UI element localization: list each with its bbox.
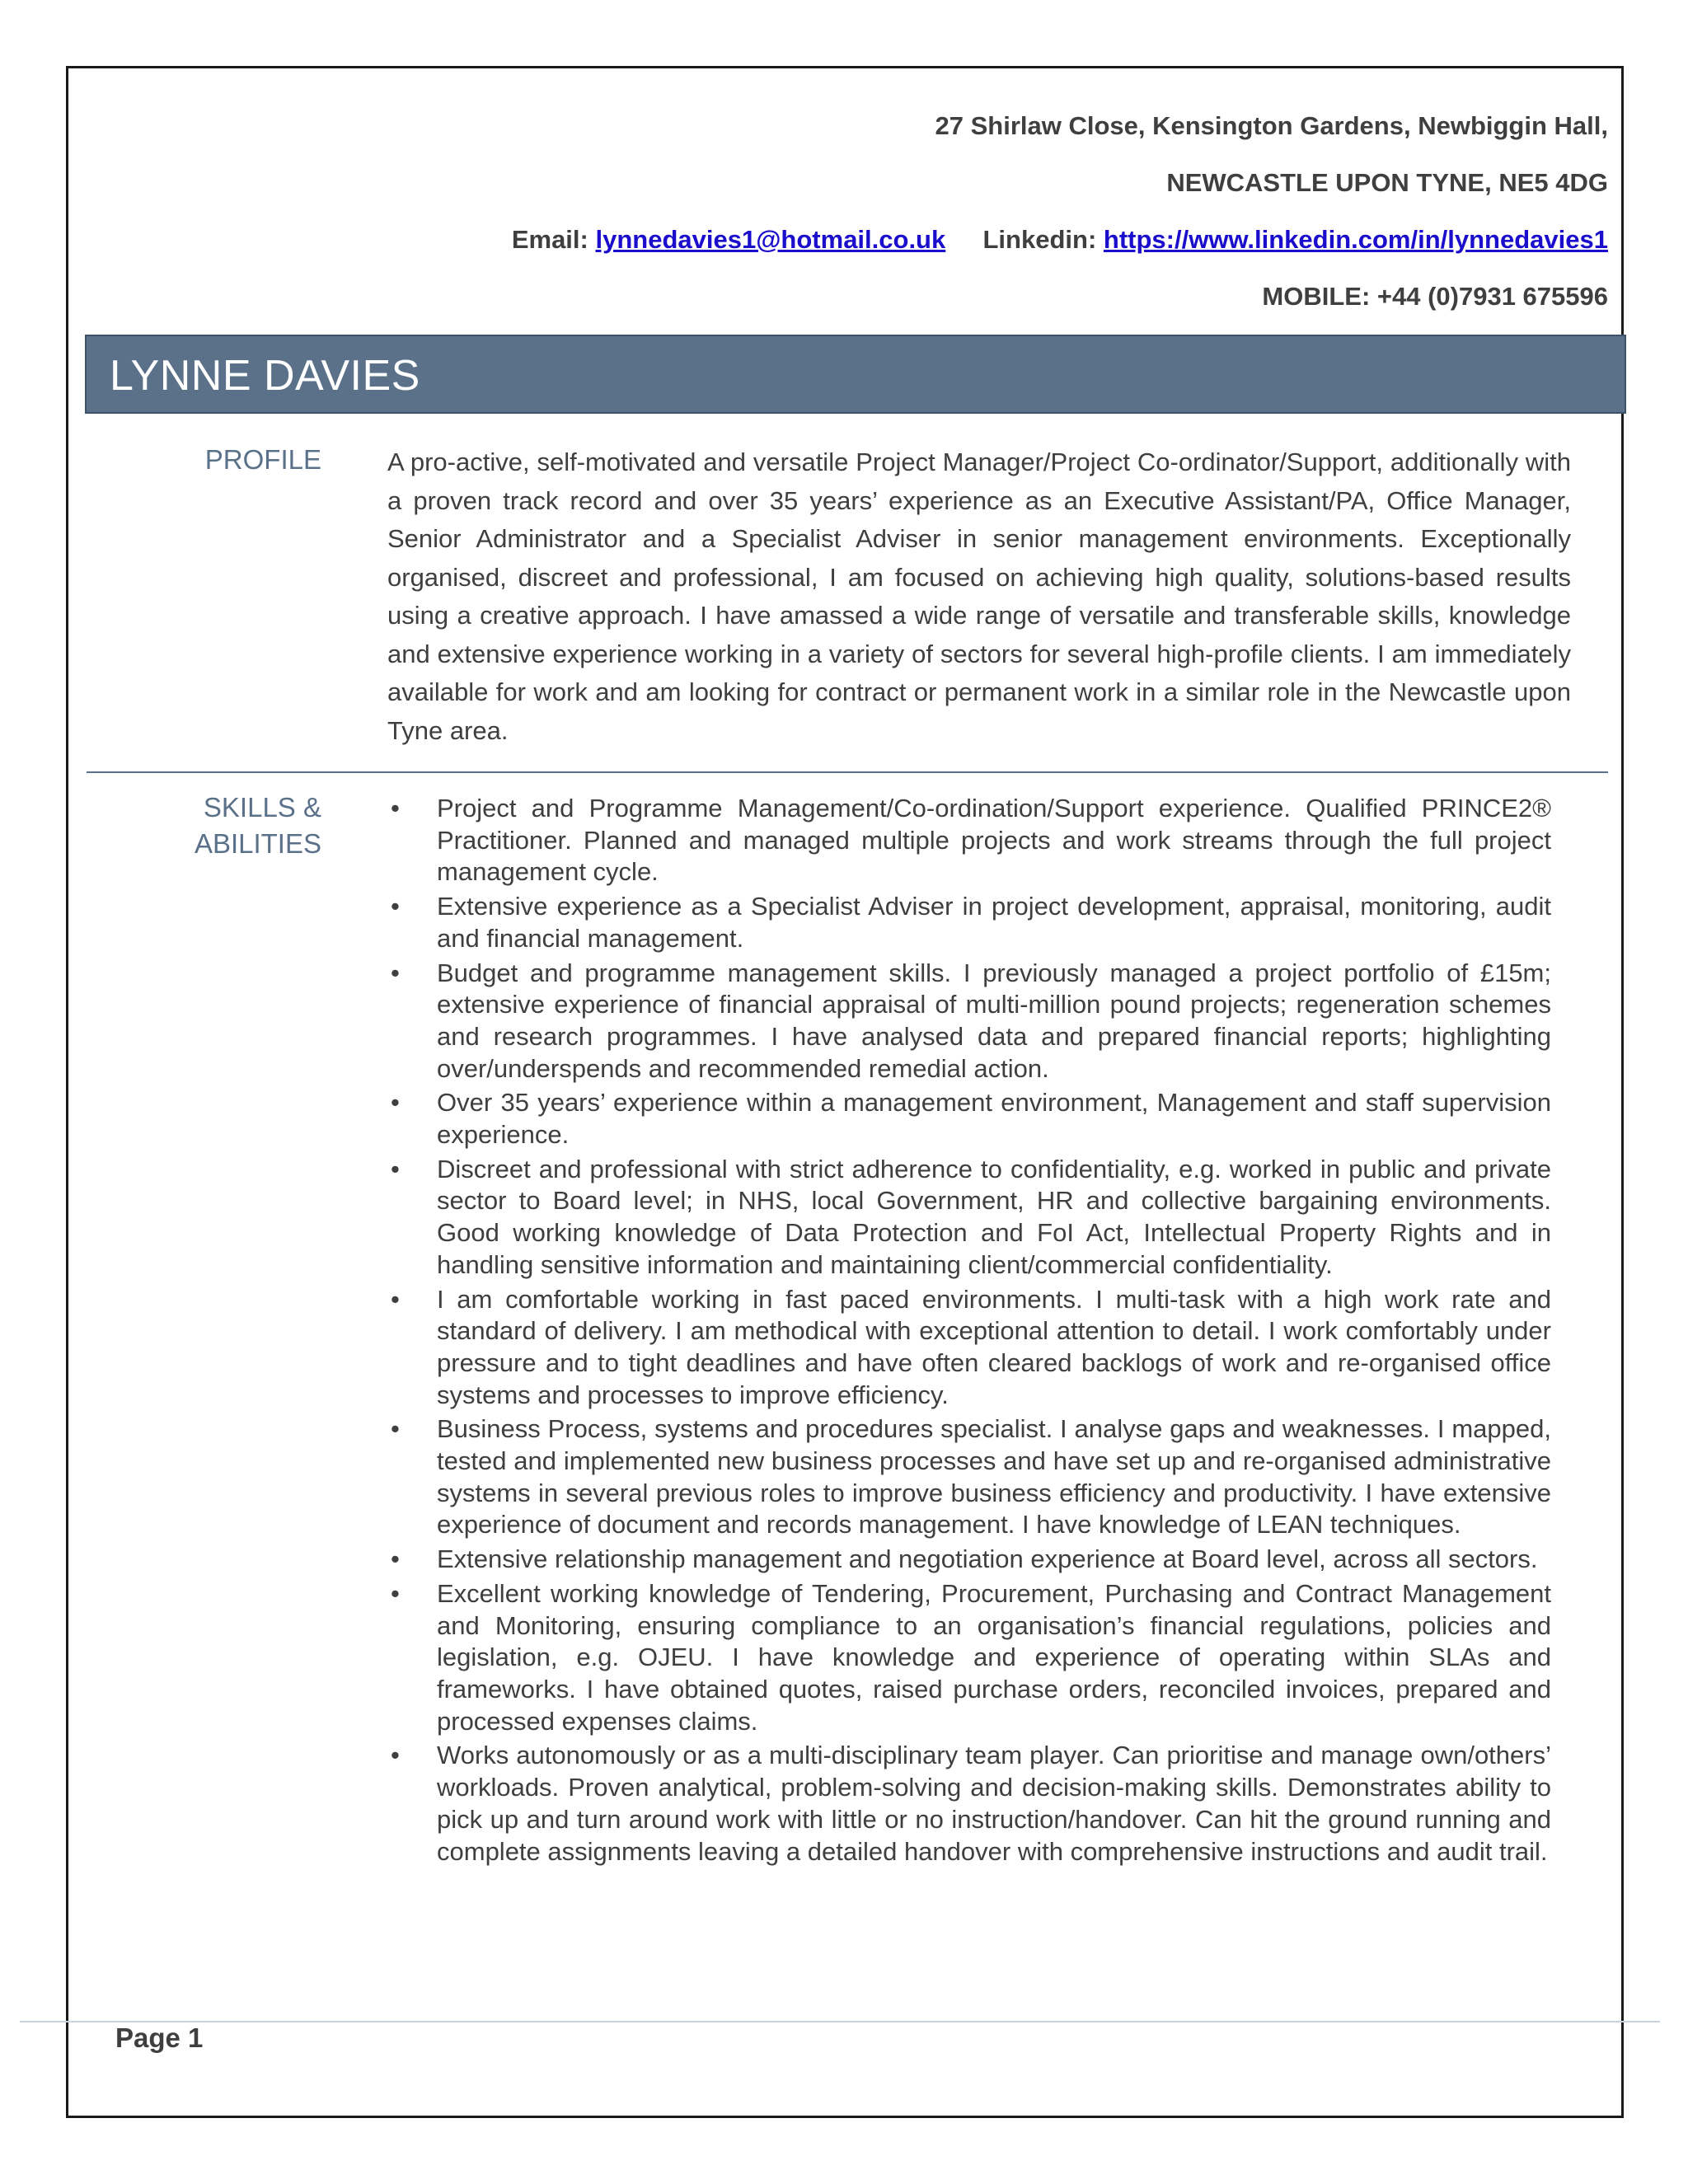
- profile-label: PROFILE: [204, 444, 321, 475]
- bullet: •: [391, 892, 400, 921]
- name-banner: [85, 335, 1626, 414]
- skill-text: I am comfortable working in fast paced environments. I multi-task with a high work rate and standard of delivery. I am methodical with exceptional attention to detail. I work comfortably under pressure and to tight deadlines and have often cleared backlogs of work and re-organised office systems and processes to improve efficiency.: [437, 1284, 1551, 1409]
- bullet: •: [391, 1154, 400, 1183]
- skill-text: Business Process, systems and procedures specialist. I analyse gaps and weaknesses. I mapped, tested and implemented new business processes and have set up and re-organised administrative systems in several previous roles to improve business efficiency and productivity. I have extensive experience of document and records management. I have knowledge of LEAN techniques.: [437, 1414, 1551, 1540]
- linkedin-link[interactable]: https://www.linkedin.com/in/lynnedavies1: [1103, 225, 1608, 254]
- skill-text: Project and Programme Management/Co-ordination/Support experience. Qualified PRINCE2® Practitioner. Planned and managed multiple projects and work streams through the full project management cycle.: [437, 794, 1551, 887]
- address-line-1: 27 Shirlaw Close, Kensington Gardens, Newbiggin Hall,: [935, 111, 1608, 140]
- skills-label-line-1: SKILLS &: [203, 792, 321, 823]
- mobile-line: MOBILE: +44 (0)7931 675596: [1262, 282, 1608, 311]
- bullet: •: [391, 1544, 400, 1574]
- skill-text: Works autonomously or as a multi-disciplinary team player. Can prioritise and manage own/others’ workloads. Proven analytical, problem-solving and decision-making skills. Demonstrates ability to pick up and turn around work with little or no instruction/handover. Can hit the ground running and complete assignments leaving a detailed handover with comprehensive instructions and audit trail.: [437, 1741, 1551, 1866]
- skills-list: [387, 793, 1551, 1870]
- candidate-name: LYNNE DAVIES: [110, 352, 420, 400]
- skills-label: [91, 790, 321, 862]
- list-item: [387, 1154, 1551, 1282]
- email-link[interactable]: lynnedavies1@hotmail.co.uk: [595, 225, 946, 254]
- list-item: [387, 793, 1551, 888]
- list-item: [387, 1087, 1551, 1151]
- bullet: •: [391, 1284, 400, 1314]
- linkedin-label: Linkedin:: [982, 225, 1097, 254]
- email-label: Email:: [511, 225, 588, 254]
- bullet: •: [391, 1741, 400, 1770]
- list-item: [387, 891, 1551, 954]
- list-item: [387, 1544, 1551, 1576]
- address-line-2: NEWCASTLE UPON TYNE, NE5 4DG: [1166, 168, 1608, 197]
- list-item: [387, 958, 1551, 1085]
- list-item: [387, 1578, 1551, 1738]
- skill-text: Extensive relationship management and negotiation experience at Board level, across all sectors.: [437, 1544, 1538, 1574]
- list-item: [387, 1284, 1551, 1412]
- bullet: •: [391, 1088, 400, 1118]
- bullet: •: [391, 1578, 400, 1608]
- bullet: •: [391, 1414, 400, 1444]
- page-number: Page 1: [115, 2022, 204, 2053]
- skill-text: Discreet and professional with strict adherence to confidentiality, e.g. worked in public and private sector to Board level; in NHS, local Government, HR and collective bargaining environments. Good working knowledge of Data Protection and FoI Act, Intellectual Property Rights and in handling sensitive information and maintaining client/commercial confidentiality.: [437, 1154, 1551, 1279]
- email-linkedin-line: [512, 211, 1608, 268]
- list-item: [387, 1740, 1551, 1868]
- bullet: •: [391, 958, 400, 987]
- bullet: •: [391, 794, 400, 823]
- skill-text: Over 35 years’ experience within a management environment, Management and staff supervision experience.: [437, 1088, 1551, 1150]
- skills-label-line-2: ABILITIES: [194, 828, 321, 859]
- footer-divider: [20, 2021, 1660, 2022]
- profile-text: A pro-active, self-motivated and versatile Project Manager/Project Co-ordinator/Support, additionally with a proven track record and over 35 years’ experience as an Executive Assistant/PA, Office Manager, Senior Administrator and a Specialist Adviser in senior management environments. Exceptionally organised, discreet and professional, I am focused on achieving high quality, solutions-based results using a creative approach. I have amassed a wide range of versatile and transferable skills, knowledge and extensive experience working in a variety of sectors for several high-profile clients. I am immediately available for work and am looking for contract or permanent work in a similar role in the Newcastle upon Tyne area.: [387, 448, 1571, 745]
- skill-text: Budget and programme management skills. I previously managed a project portfolio of £15m; extensive experience of financial appraisal of multi-million pound projects; regeneration schemes and research programmes. I have analysed data and prepared financial reports; highlighting over/underspends and recommended remedial action.: [437, 958, 1551, 1083]
- section-divider: [87, 771, 1608, 773]
- skill-text: Excellent working knowledge of Tendering, Procurement, Purchasing and Contract Management and Monitoring, ensuring compliance to an organisation’s financial regulations, policies and legislation, e.g. OJEU. I have knowledge and experience of operating within SLAs and frameworks. I have obtained quotes, raised purchase orders, reconciled invoices, prepared and processed expenses claims.: [437, 1578, 1551, 1736]
- contact-block: [512, 97, 1608, 325]
- skill-text: Extensive experience as a Specialist Adviser in project development, appraisal, monitoring, audit and financial management.: [437, 892, 1551, 953]
- list-item: [387, 1413, 1551, 1541]
